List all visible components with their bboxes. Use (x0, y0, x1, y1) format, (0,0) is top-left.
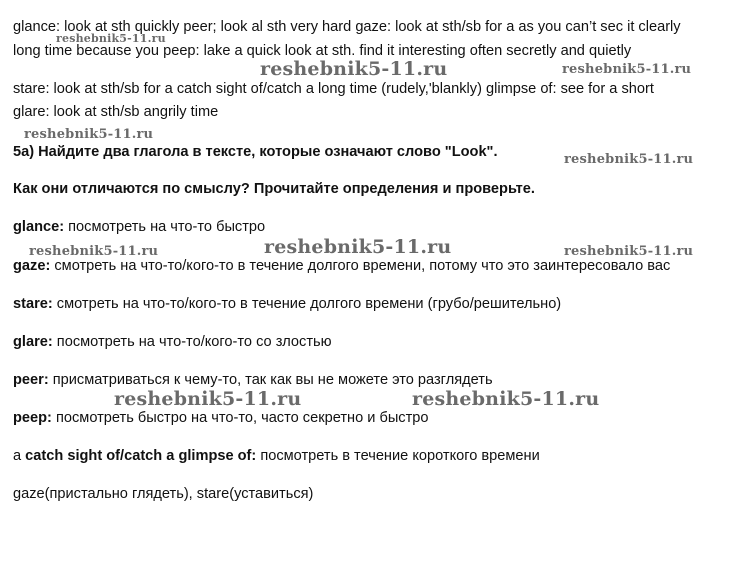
definition-term: glare: (13, 334, 53, 350)
definition-text: смотреть на что-то/кого-то в течение долгого времени (грубо/решительно) (52, 296, 562, 312)
watermark: reshebnik5-11.ru (24, 127, 154, 142)
watermark: reshebnik5-11.ru (260, 58, 448, 80)
definition-term: glance: (13, 219, 65, 235)
watermark: reshebnik5-11.ru (56, 32, 166, 45)
definition-glare (13, 334, 332, 351)
definition-gaze (13, 258, 670, 275)
definition-catch-sight (13, 448, 540, 465)
header-line-2: long time because you peep: lake a quick look at sth. find it interesting often secretly and quietly (13, 43, 632, 59)
watermark: reshebnik5-11.ru (564, 244, 694, 259)
definition-text: посмотреть на что-то быстро (64, 219, 266, 235)
definition-term: gaze: (13, 258, 51, 274)
definition-glance (13, 219, 265, 236)
answer-line: gaze(пристально глядеть), stare(уставиться) (13, 486, 314, 502)
task-line-2: Как они отличаются по смыслу? Прочитайте определения и проверьте. (13, 181, 535, 197)
watermark: reshebnik5-11.ru (264, 236, 452, 258)
watermark: reshebnik5-11.ru (114, 388, 302, 410)
definition-peep (13, 410, 429, 427)
header-line-3: stare: look at sth/sb for a catch sight of/catch a long time (rudely,'blankly) glimpse of: see for a short (13, 81, 654, 97)
definition-text: посмотреть на что-то/кого-то со злостью (52, 334, 332, 350)
watermark: reshebnik5-11.ru (564, 152, 694, 167)
definition-prefix: a (13, 448, 26, 464)
definition-text: посмотреть быстро на что-то, часто секретно и быстро (51, 410, 429, 426)
definition-term: stare: (13, 296, 53, 312)
definition-term: catch sight of/catch a glimpse of: (25, 448, 257, 464)
header-line-1: glance: look at sth quickly peer; look al sth very hard gaze: look at sth/sb for a as you can’t sec it clearly (13, 19, 681, 35)
watermark: reshebnik5-11.ru (562, 62, 692, 77)
definition-text: посмотреть в течение короткого времени (256, 448, 540, 464)
watermark: reshebnik5-11.ru (29, 244, 159, 259)
definition-stare (13, 296, 561, 313)
header-line-4: glare: look at sth/sb angrily time (13, 104, 219, 120)
watermark: reshebnik5-11.ru (412, 388, 600, 410)
definition-text: присматриваться к чему-то, так как вы не можете это разглядеть (48, 372, 493, 388)
definition-term: peer: (13, 372, 49, 388)
definition-peer (13, 372, 493, 389)
task-line-1: 5а) Найдите два глагола в тексте, которые означают слово "Look". (13, 144, 498, 160)
definition-text: смотреть на что-то/кого-то в течение долгого времени, потому что это заинтересовало вас (50, 258, 671, 274)
definition-term: peep: (13, 410, 52, 426)
